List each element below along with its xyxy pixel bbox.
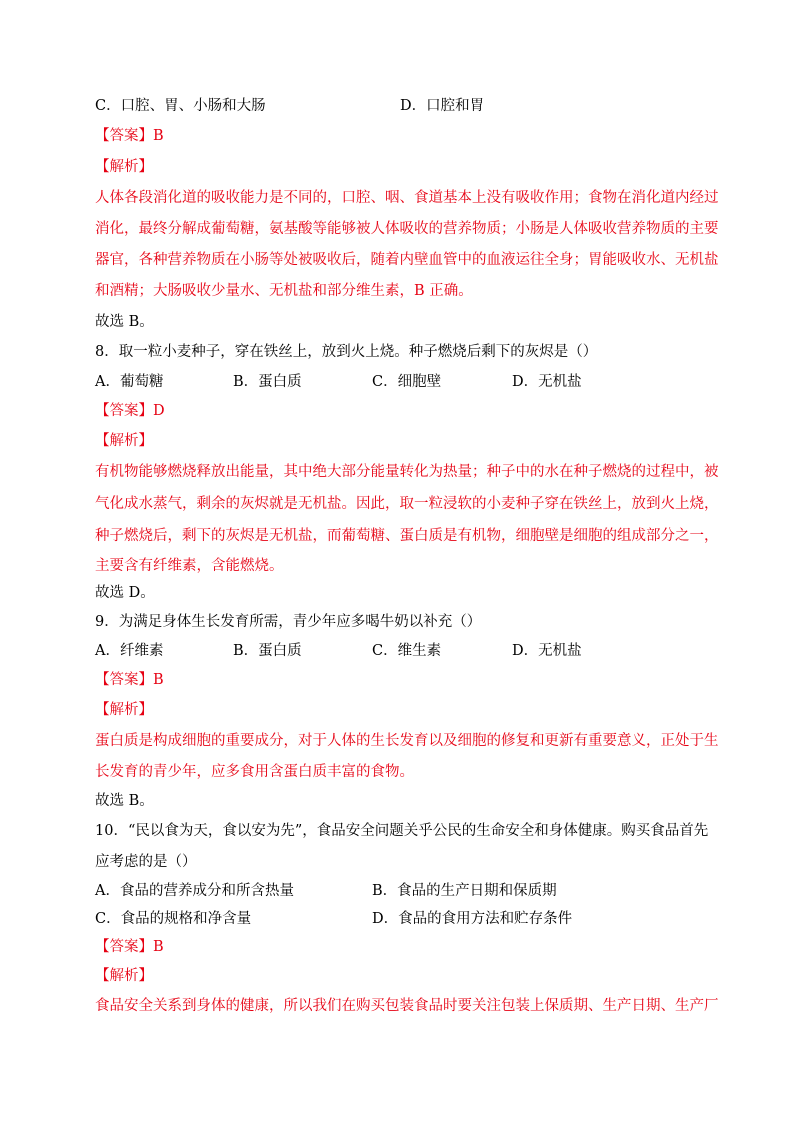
q9-analysis-line: 长发育的青少年，应多食用含蛋白质丰富的食物。 bbox=[95, 764, 414, 780]
q10-option-a: A．食品的营养成分和所含热量 bbox=[95, 883, 294, 899]
q8-option-c: C．细胞壁 bbox=[372, 374, 442, 390]
q10-stem-line: 应考虑的是（） bbox=[95, 854, 197, 870]
q8-option-b: B．蛋白质 bbox=[233, 374, 302, 390]
q10-stem-line: 10．“民以食为天，食以安为先”，食品安全问题关乎公民的生命安全和身体健康。购买食品首先 bbox=[95, 823, 709, 839]
q8-analysis-line: 种子燃烧后，剩下的灰烬是无机盐，而葡萄糖、蛋白质是有机物，细胞壁是细胞的组成部分之一， bbox=[95, 528, 719, 544]
q9-conclusion: 故选 B。 bbox=[95, 793, 154, 809]
q8-option-d: D．无机盐 bbox=[512, 374, 582, 390]
q8-conclusion: 故选 D。 bbox=[95, 585, 155, 601]
q7-analysis-label: 【解析】 bbox=[95, 159, 153, 175]
q8-analysis-line: 气化成水蒸气，剩余的灰烬就是无机盐。因此，取一粒浸软的小麦种子穿在铁丝上，放到火上烧， bbox=[95, 496, 719, 512]
q7-analysis-line: 器官，各种营养物质在小肠等处被吸收后，随着内壁血管中的血液运往全身；胃能吸收水、无机盐 bbox=[95, 252, 719, 268]
q9-option-b: B．蛋白质 bbox=[233, 643, 302, 659]
q7-answer: 【答案】B bbox=[95, 128, 164, 144]
q9-stem: 9．为满足身体生长发育所需，青少年应多喝牛奶以补充（） bbox=[95, 614, 482, 630]
q9-analysis-label: 【解析】 bbox=[95, 702, 153, 718]
q9-option-a: A．纤维素 bbox=[95, 643, 164, 659]
q8-stem: 8．取一粒小麦种子，穿在铁丝上，放到火上烧。种子燃烧后剩下的灰烬是（） bbox=[95, 344, 598, 360]
q10-option-c: C．食品的规格和净含量 bbox=[95, 911, 252, 927]
q8-answer: 【答案】D bbox=[95, 403, 165, 419]
q8-analysis-line: 有机物能够燃烧释放出能量，其中绝大部分能量转化为热量；种子中的水在种子燃烧的过程中，被 bbox=[95, 464, 719, 480]
q7-conclusion: 故选 B。 bbox=[95, 314, 154, 330]
q10-option-d: D．食品的食用方法和贮存条件 bbox=[372, 911, 573, 927]
q10-analysis-label: 【解析】 bbox=[95, 968, 153, 984]
q9-analysis-line: 蛋白质是构成细胞的重要成分，对于人体的生长发育以及细胞的修复和更新有重要意义，正处于生 bbox=[95, 733, 719, 749]
q7-option-c: C．口腔、胃、小肠和大肠 bbox=[95, 98, 266, 114]
q9-option-c: C．维生素 bbox=[372, 643, 442, 659]
q8-analysis-line: 主要含有纤维素，含能燃烧。 bbox=[95, 558, 284, 574]
q10-answer: 【答案】B bbox=[95, 939, 164, 955]
q7-analysis-line: 消化，最终分解成葡萄糖，氨基酸等能够被人体吸收的营养物质；小肠是人体吸收营养物质的主要 bbox=[95, 221, 719, 237]
q7-analysis-line: 人体各段消化道的吸收能力是不同的，口腔、咽、食道基本上没有吸收作用；食物在消化道内经过 bbox=[95, 190, 719, 206]
q9-option-d: D．无机盐 bbox=[512, 643, 582, 659]
q9-answer: 【答案】B bbox=[95, 672, 164, 688]
q10-option-b: B．食品的生产日期和保质期 bbox=[372, 883, 557, 899]
q8-option-a: A．葡萄糖 bbox=[95, 374, 164, 390]
q7-option-d: D．口腔和胃 bbox=[400, 98, 485, 114]
q8-analysis-label: 【解析】 bbox=[95, 433, 153, 449]
q7-analysis-line: 和酒精；大肠吸收少量水、无机盐和部分维生素，B 正确。 bbox=[95, 283, 473, 299]
q10-analysis-line: 食品安全关系到身体的健康，所以我们在购买包装食品时要关注包装上保质期、生产日期、生产厂 bbox=[95, 998, 719, 1014]
